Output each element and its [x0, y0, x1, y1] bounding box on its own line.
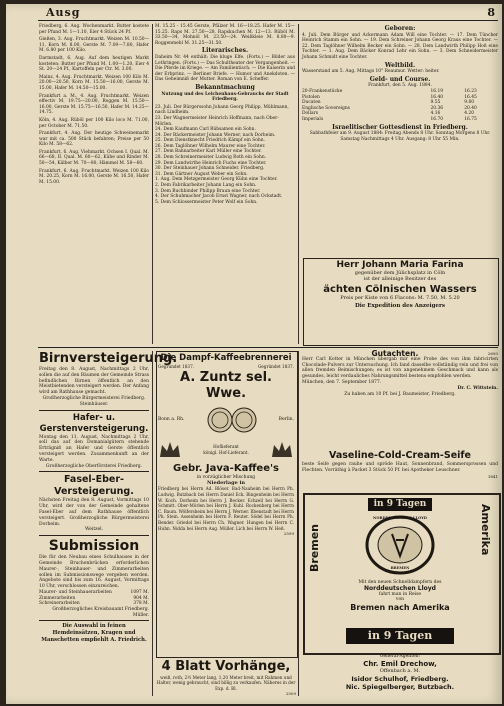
- page-header-left: Ausg: [46, 6, 81, 19]
- farina-owner: ist der alleinige Besitzer des: [363, 275, 437, 282]
- ship-line3: fahrt man in Reise: [378, 591, 422, 597]
- crown-icon: [158, 439, 182, 461]
- faselt-signature: Weitzel.: [84, 527, 104, 533]
- farina-product: ächten Cölnischen Wassers: [323, 283, 477, 295]
- ship-line5: Bremen nach Amerika: [350, 603, 450, 613]
- submission-title: Submission: [48, 538, 140, 555]
- table-row: 24. Der Bäckermeister Johann Werner, nach Dorheim.: [155, 132, 276, 138]
- table-row: 24. Dem Kaufmann Carl Rübsamen ein Sohn.: [155, 127, 256, 133]
- table-row: 3. Dem Buchbinder Philipp Braun eine Tochter.: [155, 188, 261, 194]
- ship-ad-content: [306, 496, 494, 648]
- market-report: Frankfurt, 6. Aug. Fruchtmarkt. Weizen 100 Kilo M. 20.25, Korn M. 16.00, Gerste M. 16.50, Hafer M. 15.00.: [39, 168, 149, 185]
- header-rule: [38, 20, 498, 21]
- weather-text: Wasserstand am 5. Aug. Mittags 10° Reaumur. Wetter: heiter.: [302, 69, 440, 75]
- schedule-heading: Bekanntmachung: [195, 83, 255, 91]
- table-row: 31. Dem Gärtner August Weber ein Sohn.: [155, 171, 248, 177]
- column-divider: [298, 24, 299, 344]
- coffee-brand: A. Zuntz sel. Wwe.: [180, 369, 272, 401]
- ship-days-bottom: in 9 Tagen: [346, 628, 454, 644]
- vaseline-ad: [302, 450, 498, 490]
- grain-prices: M. 15.25 - 15.45 Gerste, Pfälzer M. 16—18.25. Hafer M. 15—15.25. Raps M. 27.50—28. Rapskuchen M. 12—13. Rüböl M. 33.50—34, Mohnöl M. 23.50—24. Weißkleie M. 8.80—9. Roggenmehl M. 31.25—31.50.: [155, 24, 295, 46]
- vaseline-ad-number: 1841: [487, 473, 498, 479]
- left-page-edge: [6, 4, 34, 704]
- coffee-place-left: Bonn a. Rh.: [158, 416, 185, 422]
- table-row: Dollars 4.16 4.20: [302, 111, 475, 117]
- table-row: 25. Dem Dienstknecht Friedrich Kämpf ein Sohn.: [155, 138, 265, 144]
- table-row: 1. Aug. Dem Metzgermeister Georg Kühn eine Tochter.: [155, 177, 278, 183]
- ship-line1: Mit den neuen Schnelldampfern des: [358, 580, 442, 585]
- ship-days-banner: in 9 Tagen: [368, 498, 432, 511]
- divider: [39, 620, 149, 621]
- farina-name: Herr Johann Maria Farina: [336, 260, 464, 270]
- civil-register-table: [155, 105, 295, 206]
- hafer-signature: Großherzogliche Oberförsterei Friedberg.: [45, 463, 143, 469]
- ship-line2: Norddeutschen Lloyd: [364, 584, 436, 592]
- coffee-royal: königl. Hof-Lieferant.: [203, 449, 249, 455]
- coffee-founded-right: Gegründet 1837.: [257, 364, 294, 369]
- birnen-text: Freitag den 8. August, Nachmittags 2 Uhr, sollen die auf den Bäumen der Gemeinde Strass befindlichen Birnen öffentlich an den Meistbietenden versteigert werden. Der Anfang wird am Rathhause gemacht.: [39, 367, 149, 396]
- exchange-rates-table: [302, 89, 498, 123]
- table-row: 27. Dem Bahnarbeiter Karl Müller eine Tochter.: [155, 149, 262, 155]
- agents-title: General-Agenten:: [379, 654, 421, 659]
- market-report: Gießen, 3. Aug. Fruchtmarkt. Weizen M. 10.50—11, Korn M. 8.00, Gerste M. 7.00—7.80, Hafer M. 6.80 per 100 Kilo.: [39, 37, 149, 54]
- submission-text: Die für den Neubau eines Schulhauses in der Gemeinde Bruchenbrücken erforderlichen Maurer-, Steinhauer- und Zimmerarbeiten sollen im Submissionswege vergeben werden. Angebote sind bis zum 16. August, Vormittags 10 Uhr, verschlossen einzureichen.: [39, 555, 149, 590]
- expertise-ad-number: 2693: [487, 351, 498, 356]
- table-row: Pistolen 16.40 16.45: [302, 94, 477, 100]
- farina-address: gegenüber dem Jülichsplatz in Cöln: [354, 270, 446, 276]
- medal-icon: [206, 403, 258, 437]
- table-row: 28. Dem Schreinermeister Ludwig Roth ein Sohn.: [155, 155, 267, 161]
- table-row: Imperials 16.70 16.75: [302, 116, 477, 122]
- agent-offenbach: Chr. Emil Drechow,: [363, 659, 437, 668]
- table-row: 4. Der Schuhmacher Jacob Ernst Wagner, nach Ockstadt.: [155, 194, 283, 200]
- coffee-product: Gebr. Java-Kaffee's: [173, 462, 279, 474]
- vaseline-text: beste Seife gegen rauhe und spröde Haut, Sonnenbrand, Sommersprossen und Flechten. Vorräthig à Packet 3 Stück 50 Pf. bei Apotheker Leuschner.: [302, 462, 498, 473]
- agents-block: [302, 654, 498, 699]
- ship-left-label: Bremen: [308, 524, 321, 573]
- market-report: Frankfurt, 4. Aug. Der heutige Schweinemarkt war mit ca. 500 Stück befahren; Preise per 50 Kilo M. 58—62.: [39, 131, 149, 148]
- agent-offenbach-city: Offenbach a. M.: [379, 667, 421, 674]
- market-report: Darmstadt, 6. Aug. Auf dem heutigen Markt kosteten: Butter per Pfund M. 1.00—1.20, Eier 4 St. 20—24 Pf., Kartoffeln per Ctr. M. 3.00.: [39, 55, 149, 73]
- column-divider: [298, 351, 299, 696]
- agent-friedberg: Isidor Schulhof, Friedberg.: [351, 674, 449, 683]
- service-text: Sabbathfeier am 9. August 1884: Freitag Abends 8 Uhr. Sonntag Morgens 8 Uhr. Samstag Nachmittags 4 Uhr. Ausgang: 8 Uhr 55 Min.: [309, 131, 491, 142]
- table-row: 30. Der Steinhauer Johann Schneider, Friedberg.: [155, 166, 265, 172]
- lloyd-badge-top: NORDDEUTSCHER LLOYD: [373, 516, 427, 520]
- market-reports-column: [39, 24, 149, 344]
- table-row: Maurer- und Steinhauerarbeiten 1097 M.: [39, 589, 149, 595]
- hafer-title: Hafer- u. Gerstenversteigerung.: [39, 412, 149, 434]
- table-row: 5. Dem Schlossermeister Peter Wolf ein Sohn.: [155, 199, 258, 205]
- table-row: 26. Dem Taglöhner Wilhelm Maurer eine Tochter.: [155, 143, 266, 149]
- table-row: Ducaten 9.55 9.60: [302, 100, 475, 106]
- column-divider: [152, 24, 153, 344]
- curtains-ad: [156, 659, 296, 699]
- curtains-title: 4 Blatt Vorhänge,: [161, 659, 291, 674]
- coffee-title: Die Dampf-Kaffeebrennerei: [160, 353, 292, 363]
- births-title: Geboren:: [384, 25, 416, 32]
- section-rule: [38, 347, 498, 348]
- divider: [39, 410, 149, 411]
- literature-title: Literarisches.: [201, 47, 249, 55]
- faselt-text: Nächsten Freitag den 8. August, Vormittags 10 Uhr, wird der von der Gemeinde gehaltene Fasel-Eber auf dem Rathhause öffentlich versteigert. Großherzogliche Bürgermeisterei Dorheim.: [39, 498, 149, 527]
- column-divider: [152, 351, 153, 696]
- finance-subtitle: Frankfurt, den 5. Aug. 1884.: [368, 83, 432, 89]
- lloyd-badge-bottom: BREMEN: [390, 566, 410, 570]
- finance-title: Geld- und Course.: [369, 75, 431, 83]
- market-report: Mainz, 4. Aug. Fruchtmarkt. Weizen 100 Kilo M. 20.00—20.50, Korn M. 15.50—16.00, Gerste M. 15.00, Hafer M. 14.50—15.00.: [39, 74, 149, 91]
- faselt-title: Fasel-Eber-Versteigerung.: [54, 474, 134, 498]
- coffee-ad-content: [158, 353, 294, 654]
- table-row: 20-Frankenstücke 16.19 16.23: [302, 88, 477, 94]
- curtains-text: weiß, roth, 2½ Meter lang, 1,20 Meter breit, mit Rahmen und Halter, wenig gebraucht, sind billig zu verkaufen. Näheres in der Exp. d. Bl.: [156, 675, 296, 691]
- coffee-depot-list: Friedberg bei Herrn Ad. Blöser. Bad-Nauheim bei Herrn Ph. Ludwig. Butzbach bei Herrn Daniel Eck. Bingenheim bei Herrn W. Koch. Dorheim bei Herrn J. Becker. Echzell bei Herrn G. Schmitt. Ober-Mörlen bei Herrn J. Kuhl. Rockenberg bei Herrn C. Baum. Wölfersheim bei Herrn J. Werner. Ilbenstadt bei Herrn Ph. Stein. Assenheim bei Herrn F. Reuter. Södel bei Herrn Ph. Bender. Griedel bei Herrn Ch. Wagner. Hungen bei Herrn C. Huhn. Nidda bei Herrn Aug. Müller. Lich bei Herrn W. Heß.: [158, 486, 294, 531]
- births-finance-column: [302, 24, 498, 254]
- market-report: Köln, 4. Aug. Rüböl per 100 Kilo loco M. 71.00, per October M. 71.50.: [39, 117, 149, 129]
- hafer-text: Montag den 11. August, Nachmittags 2 Uhr, soll das auf den Domanialgütern stehende Erträgniß an Hafer und Gerste öffentlich versteigert werden. Zusammenkunft an der Warte.: [39, 434, 149, 463]
- agent-butzbach: Nic. Spiegelberger, Butzbach.: [345, 682, 455, 691]
- expertise-vendor: Zu haben am 10 Pf. bei J. Baumeister, Friedberg.: [344, 391, 456, 397]
- table-row: Schreinerarbeiten 378 M.: [39, 601, 149, 607]
- submission-table: [39, 590, 149, 607]
- market-report: Frankfurt a. M., 4. Aug. Fruchtmarkt. Weizen effectiv M. 19.75—20.00, Roggen M. 15.50—16.00, Gerste M. 15.75—16.50, Hafer M. 14.25—14.75.: [39, 93, 149, 116]
- farina-vendor: Die Expedition des Anzeigers: [355, 303, 445, 310]
- expertise-title: Gutachten.: [371, 349, 419, 358]
- service-title: Israelitischer Gottesdienst in Friedberg.: [332, 123, 468, 131]
- expertise-text: Herr Carl Kotter in München übergab mir eine Probe des von ihm fabricirten Chocolade-Pulvers zur Untersuchung. Ich fand dasselbe vollständig rein und frei von allen fremden Beimischungen; es ist von angenehmem Geschmack und kann als gesundes, leicht verdauliches Nahrungsmittel bestens empfohlen werden.: [302, 356, 498, 380]
- page-header-number: 8: [487, 6, 496, 19]
- births-text: 4. Juli. Dem Bürger und Ackermann Adam Will eine Tochter. — 17. Dem Tüncher Heinrich Stamm ein Sohn. — 19. Dem Schreiner Johann Georg Kraus eine Tochter. — 22. Dem Taglöhner Wilhelm Becker ein Sohn. — 28. Dem Landwirth Philipp Hoß eine Tochter. — 1. Aug. Dem Bäcker Konrad Lehr ein Sohn. — 3. Dem Schneidermeister Johann Schmidt eine Tochter.: [302, 32, 498, 60]
- coffee-founded-left: Gegründet 1837.: [158, 364, 195, 369]
- expertise-signature: Dr. C. Wittstein.: [457, 385, 498, 391]
- ship-right-label: Amerika: [479, 504, 492, 556]
- market-report: Frankfurt, 6. Aug. Viehmarkt. Ochsen I. Qual. M. 66—68, II. Qual. M. 60—62, Kühe und Rinder M. 50—54, Kälber M. 70—80, Hämmel M. 58—60.: [39, 149, 149, 167]
- table-row: Zimmerarbeiten 904 M.: [39, 595, 149, 601]
- table-row: Englische Sovereigns 20.36 20.40: [302, 105, 477, 111]
- coffee-depot-title: Niederlage in: [206, 479, 246, 486]
- vaseline-title: Vaseline-Cold-Cream-Seife: [329, 450, 471, 461]
- coffee-hoflieferant: Hoflieferant: [213, 444, 239, 449]
- literature-column: [155, 24, 295, 344]
- table-row: 29. Dem Landwirthe Heinrich Fuchs eine Tochter.: [155, 160, 267, 166]
- ship-line4: von: [395, 597, 405, 603]
- coffee-ad-number: 2599: [283, 531, 294, 537]
- schedule-title: Nutzung und des Leichenhaus-Gebrauchs der Stadt Friedberg.: [161, 91, 289, 103]
- farina-price: Preis per Kiste von 6 Flacons: M. 7.50, M. 5.20: [340, 294, 460, 301]
- table-row: 23. Der Wagnermeister Heinrich Hoffmann, nach Ober-Mörlen.: [155, 115, 279, 127]
- market-report: Friedberg, 6. Aug. Wochenmarkt. Butter kostete per Pfund M. 1—1.10, Eier 4 Stück 24 Pf.: [39, 24, 149, 35]
- table-row: 23. Juli. Der Bürgerssohn Johann Georg Philipp, Mühlmann, nach Lindheim.: [155, 104, 289, 116]
- farina-ad-content: [305, 260, 495, 342]
- expertise-ad: [302, 351, 498, 447]
- weather-title: Weltbild.: [384, 61, 416, 69]
- coffee-product-sub: in vorzüglicher Mischung: [196, 474, 256, 480]
- crown-icon: [270, 439, 294, 461]
- divider: [39, 471, 149, 472]
- literature-text: Daheim Nr. 44 enthält: Die kluge Elfe. (Forts.) — Bilder aus Lothringen. (Forts.) — Das Schultheater der Vergangenheit. — Die Pferde im Kriege. — Am Familientisch. — Die Kaiserin und der Erbprinz. — Berliner Briefe. — Humor und Anekdoten. — Das Geheimniß der Mutter. Roman von E. Scheffer.: [155, 54, 295, 83]
- table-row: 2. Dem Fabrikarbeiter Johann Lang ein Sohn.: [155, 183, 257, 189]
- birnen-signature: Großherzogliche Bürgermeisterei Friedberg. Steinhäuser.: [42, 395, 146, 407]
- newspaper-page: [6, 4, 502, 704]
- expertise-date: München, den 7. September 1877.: [302, 379, 382, 385]
- hemden-ad: Die Auswahl in feinen Hemdeinsätzen, Kragen und Manschetten empfiehlt A. Friedrich.: [41, 623, 147, 644]
- divider: [39, 535, 149, 536]
- coffee-place-right: Berlin.: [278, 416, 294, 422]
- birnen-title: Birnversteigerung.: [39, 351, 178, 366]
- curtains-ad-number: 2509: [285, 691, 296, 697]
- submission-signature: Großherzogliches Kreisbauamt Friedberg. Müller.: [52, 606, 149, 618]
